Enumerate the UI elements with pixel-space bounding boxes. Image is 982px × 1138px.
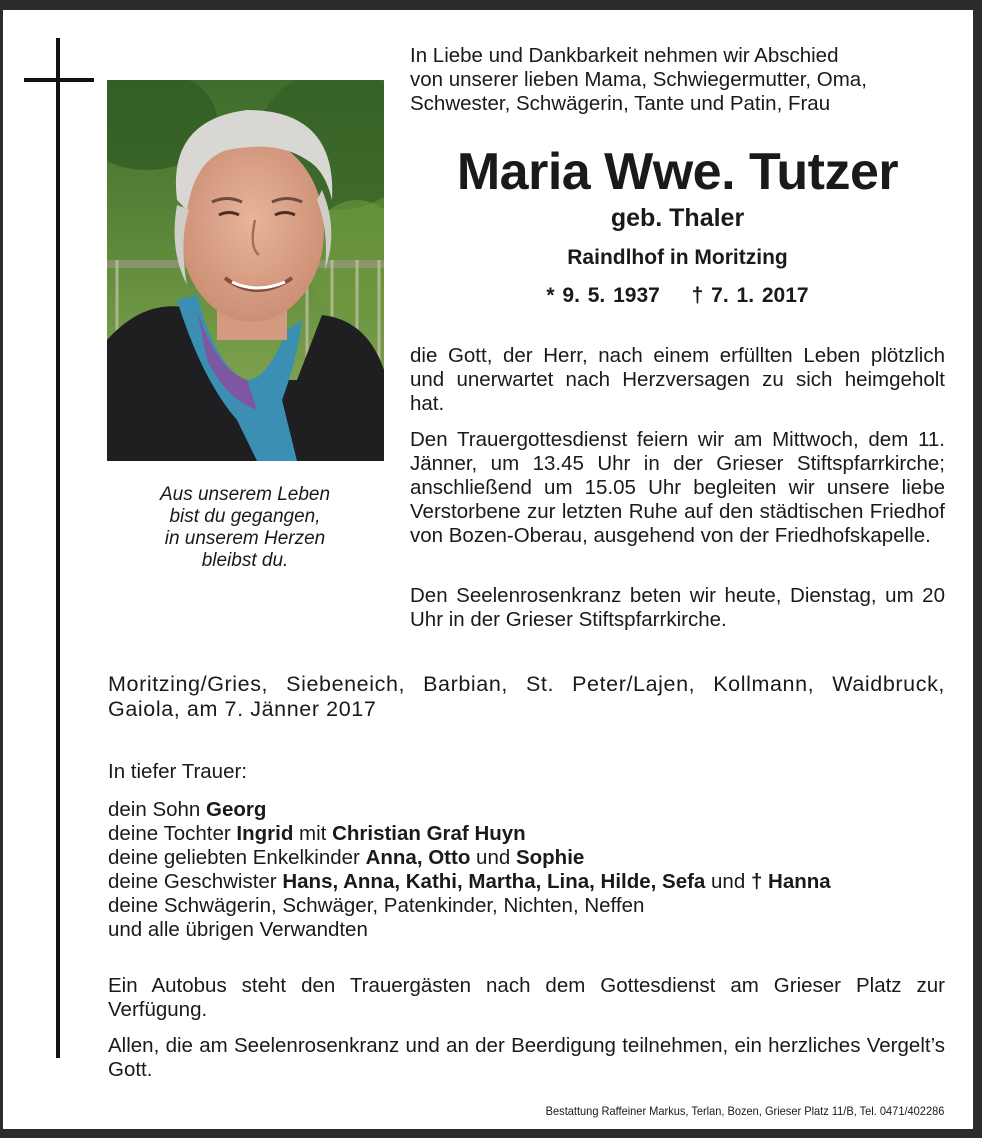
mourner-line: dein Sohn Georg xyxy=(108,798,267,821)
birth-name: geb. Thaler xyxy=(610,204,745,232)
mourner-line: deine geliebten Enkelkinder Anna, Otto und Sophie xyxy=(108,846,585,869)
cross-icon-vertical xyxy=(56,38,60,1058)
intro-text xyxy=(410,44,945,116)
mourner-name: Georg xyxy=(206,798,267,821)
portrait-photo xyxy=(107,80,384,461)
mourner-line: deine Geschwister Hans, Anna, Kathi, Martha, Lina, Hilde, Sefa und † Hanna xyxy=(108,870,831,893)
intro-line: In Liebe und Dankbarkeit nehmen wir Abschied xyxy=(410,44,839,67)
caption-line: bist du gegangen, xyxy=(169,506,321,527)
places-and-date: Moritzing/Gries, Siebeneich, Barbian, St. Peter/Lajen, Kollmann, Waidbruck, Gaiola, am 7. Jänner 2017 xyxy=(108,672,945,721)
caption-line: bleibst du. xyxy=(201,550,289,571)
caption-line: Aus unserem Leben xyxy=(159,484,331,505)
intro-line: Schwester, Schwägerin, Tante und Patin, Frau xyxy=(410,92,831,115)
mourner-name: Ingrid xyxy=(236,822,294,845)
memorial-caption xyxy=(120,484,370,572)
mourners-label: In tiefer Trauer: xyxy=(108,760,248,783)
caption-line: in unserem Herzen xyxy=(164,528,326,549)
mourner-name: Anna, Otto xyxy=(365,846,471,869)
mourner-line: deine Schwägerin, Schwäger, Patenkinder, Nichten, Neffen xyxy=(108,894,645,917)
funeral-paragraph: Den Trauergottesdienst feiern wir am Mittwoch, dem 11. Jänner, um 13.45 Uhr in der Grieser Stiftspfarrkirche; anschließend um 15.05 Uhr begleiten wir unsere liebe Verstorbene zur letzten Ruhe auf den städtischen Friedhof von Bozen-Oberau, ausgehend von der Friedhofskapelle. xyxy=(410,428,945,547)
funeral-home-footer: Bestattung Raffeiner Markus, Terlan, Bozen, Grieser Platz 11/B, Tel. 0471/402286 xyxy=(545,1104,944,1118)
mourner-name: Hans, Anna, Kathi, Martha, Lina, Hilde, Sefa xyxy=(282,870,706,893)
bus-notice: Ein Autobus steht den Trauergästen nach dem Gottesdienst am Grieser Platz zur Verfügung. xyxy=(108,974,945,1021)
intro-line: von unserer lieben Mama, Schwiegermutter, Oma, xyxy=(410,68,867,91)
mourner-line: und alle übrigen Verwandten xyxy=(108,918,368,941)
mourners-list xyxy=(108,760,945,942)
mourner-line: deine Tochter Ingrid mit Christian Graf Huyn xyxy=(108,822,526,845)
passing-paragraph: die Gott, der Herr, nach einem erfüllten Leben plötzlich und unerwartet nach Herzversagen zu sich heimgeholt hat. xyxy=(410,344,945,415)
thanks-notice: Allen, die am Seelenrosenkranz und an der Beerdigung teilnehmen, ein herzliches Vergelt’s Gott. xyxy=(108,1034,945,1081)
mourner-name: Sophie xyxy=(515,846,585,869)
mourner-name: † Hanna xyxy=(750,870,831,893)
life-dates xyxy=(410,282,945,310)
residence: Raindlhof in Moritzing xyxy=(567,246,788,269)
mourner-name: Christian Graf Huyn xyxy=(332,822,526,845)
rosary-paragraph: Den Seelenrosenkranz beten wir heute, Dienstag, um 20 Uhr in der Grieser Stiftspfarrkirche. xyxy=(410,584,945,631)
deceased-name: Maria Wwe. Tutzer xyxy=(456,143,899,201)
birth-date: * 9. 5. 1937 xyxy=(546,284,660,307)
death-date: † 7. 1. 2017 xyxy=(691,284,809,307)
cross-icon-horizontal xyxy=(24,78,94,82)
